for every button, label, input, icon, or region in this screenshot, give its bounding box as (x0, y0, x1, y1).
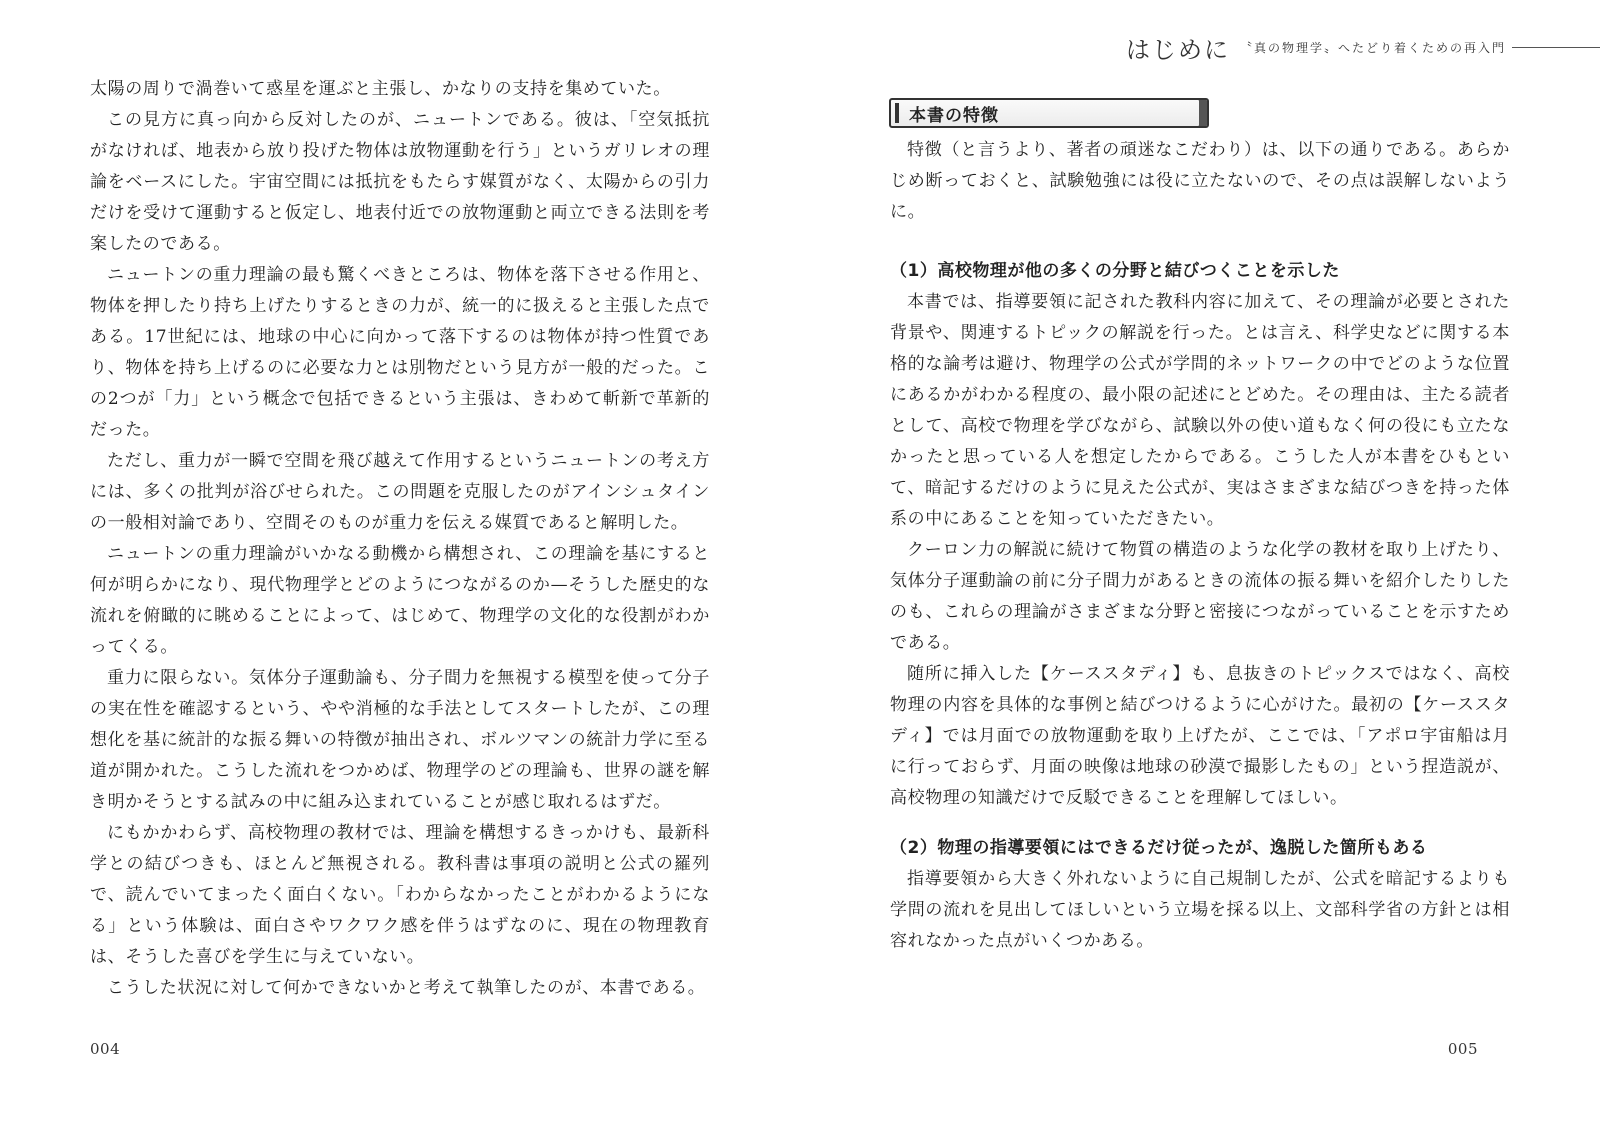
subsection-2-title: （2）物理の指導要領にはできるだけ従ったが、逸脱した箇所もある (890, 838, 1428, 858)
subsection-2 (890, 833, 1510, 957)
running-header-subtitle: 〝真の物理学〟へたどり着くための再入門 (1239, 40, 1506, 55)
paragraph: 指導要領から大きく外れないように自己規制したが、公式を暗記するよりも学問の流れを見出してほしいという立場を採る以上、文部科学省の方針とは相容れなかった点がいくつかある。 (890, 869, 1510, 951)
paragraph: ニュートンの重力理論がいかなる動機から構想され、この理論を基にすると何が明らかになり、現代物理学とどのようにつながるのか—そうした歴史的な流れを俯瞰的に眺めることによって、はじめて、物理学の文化的な役割がわかってくる。 (90, 544, 710, 657)
paragraph: 本書では、指導要領に記された教科内容に加えて、その理論が必要とされた背景や、関連するトピックの解説を行った。とは言え、科学史などに関する本格的な論考は避け、物理学の公式が学問的ネットワークの中でどのような位置にあるかがわかる程度の、最小限の記述にとどめた。その理由は、主たる読者として、高校で物理を学びながら、試験以外の使い道もなく何の役にも立たなかったと思っている人を想定したからである。こうした人が本書をひもといて、暗記するだけのように見えた公式が、実はさまざまな結びつきを持った体系の中にあることを知っていただきたい。 (890, 292, 1510, 529)
paragraph: クーロン力の解説に続けて物質の構造のような化学の教材を取り上げたり、気体分子運動論の前に分子間力があるときの流体の振る舞いを紹介したりしたのも、これらの理論がさまざまな分野と密接につながっていることを示すためである。 (890, 540, 1510, 653)
paragraph: 随所に挿入した【ケーススタディ】も、息抜きのトピックスではなく、高校物理の内容を具体的な事例と結びつけるように心がけた。最初の【ケーススタディ】では月面での放物運動を取り上げたが、ここでは、「アポロ宇宙船は月に行っておらず、月面の映像は地球の砂漠で撮影したもの」という捏造説が、高校物理の知識だけで反駁できることを理解してほしい。 (890, 664, 1510, 808)
left-page-body (90, 74, 710, 1004)
paragraph: ニュートンの重力理論の最も驚くべきところは、物体を落下させる作用と、物体を押したり持ち上げたりするときの力が、統一的に扱えると主張した点である。17世紀には、地球の中心に向かって落下するのは物体が持つ性質であり、物体を持ち上げるのに必要な力とは別物だという見方が一般的だった。この2つが「力」という概念で包括できるという主張は、きわめて斬新で革新的だった。 (90, 265, 710, 440)
paragraph: ただし、重力が一瞬で空間を飛び越えて作用するというニュートンの考え方には、多くの批判が浴びせられた。この問題を克服したのがアインシュタインの一般相対論であり、空間そのものが重力を伝える媒質であると解明した。 (90, 451, 710, 533)
subsection-1 (890, 256, 1510, 814)
paragraph: こうした状況に対して何かできないかと考えて執筆したのが、本書である。 (107, 978, 706, 998)
paragraph: にもかかわらず、高校物理の教材では、理論を構想するきっかけも、最新科学との結びつきも、ほとんど無視される。教科書は事項の説明と公式の羅列で、読んでいてまったく面白くない。「わからなかったことがわかるようになる」という体験は、面白さやワクワク感を伴うはずなのに、現在の物理教育は、そうした喜びを学生に与えていない。 (90, 823, 710, 967)
running-header-title: はじめに (1125, 35, 1230, 64)
running-header-rule (1512, 47, 1600, 48)
subsection-1-title: （1）高校物理が他の多くの分野と結びつくことを示した (890, 261, 1340, 281)
section-heading-box (889, 98, 1209, 128)
intro-block (890, 135, 1510, 228)
heading-marker-icon (895, 103, 899, 123)
intro-paragraph: 特徴（と言うより、著者の頑迷なこだわり）は、以下の通りである。あらかじめ断っておくと、試験勉強には役に立たないので、その点は誤解しないように。 (890, 140, 1510, 222)
paragraph: 太陽の周りで渦巻いて惑星を運ぶと主張し、かなりの支持を集めていた。 (90, 79, 671, 99)
right-page (800, 0, 1600, 1135)
page-number-left: 004 (90, 1040, 121, 1058)
running-header (1126, 30, 1600, 64)
page-number-right: 005 (1447, 1040, 1478, 1058)
paragraph: この見方に真っ向から反対したのが、ニュートンである。彼は、「空気抵抗がなければ、地表から放り投げた物体は放物運動を行う」というガリレオの理論をベースにした。宇宙空間には抵抗をもたらす媒質がなく、太陽からの引力だけを受けて運動すると仮定し、地表付近での放物運動と両立できる法則を考案したのである。 (90, 110, 710, 254)
paragraph: 重力に限らない。気体分子運動論も、分子間力を無視する模型を使って分子の実在性を確認するという、やや消極的な手法としてスタートしたが、この理想化を基に統計的な振る舞いの特徴が抽出され、ボルツマンの統計力学に至る道が開かれた。こうした流れをつかめば、物理学のどの理論も、世界の謎を解き明かそうとする試みの中に組み込まれていることが感じ取れるはずだ。 (90, 668, 710, 812)
section-heading: 本書の特徴 (909, 105, 999, 126)
